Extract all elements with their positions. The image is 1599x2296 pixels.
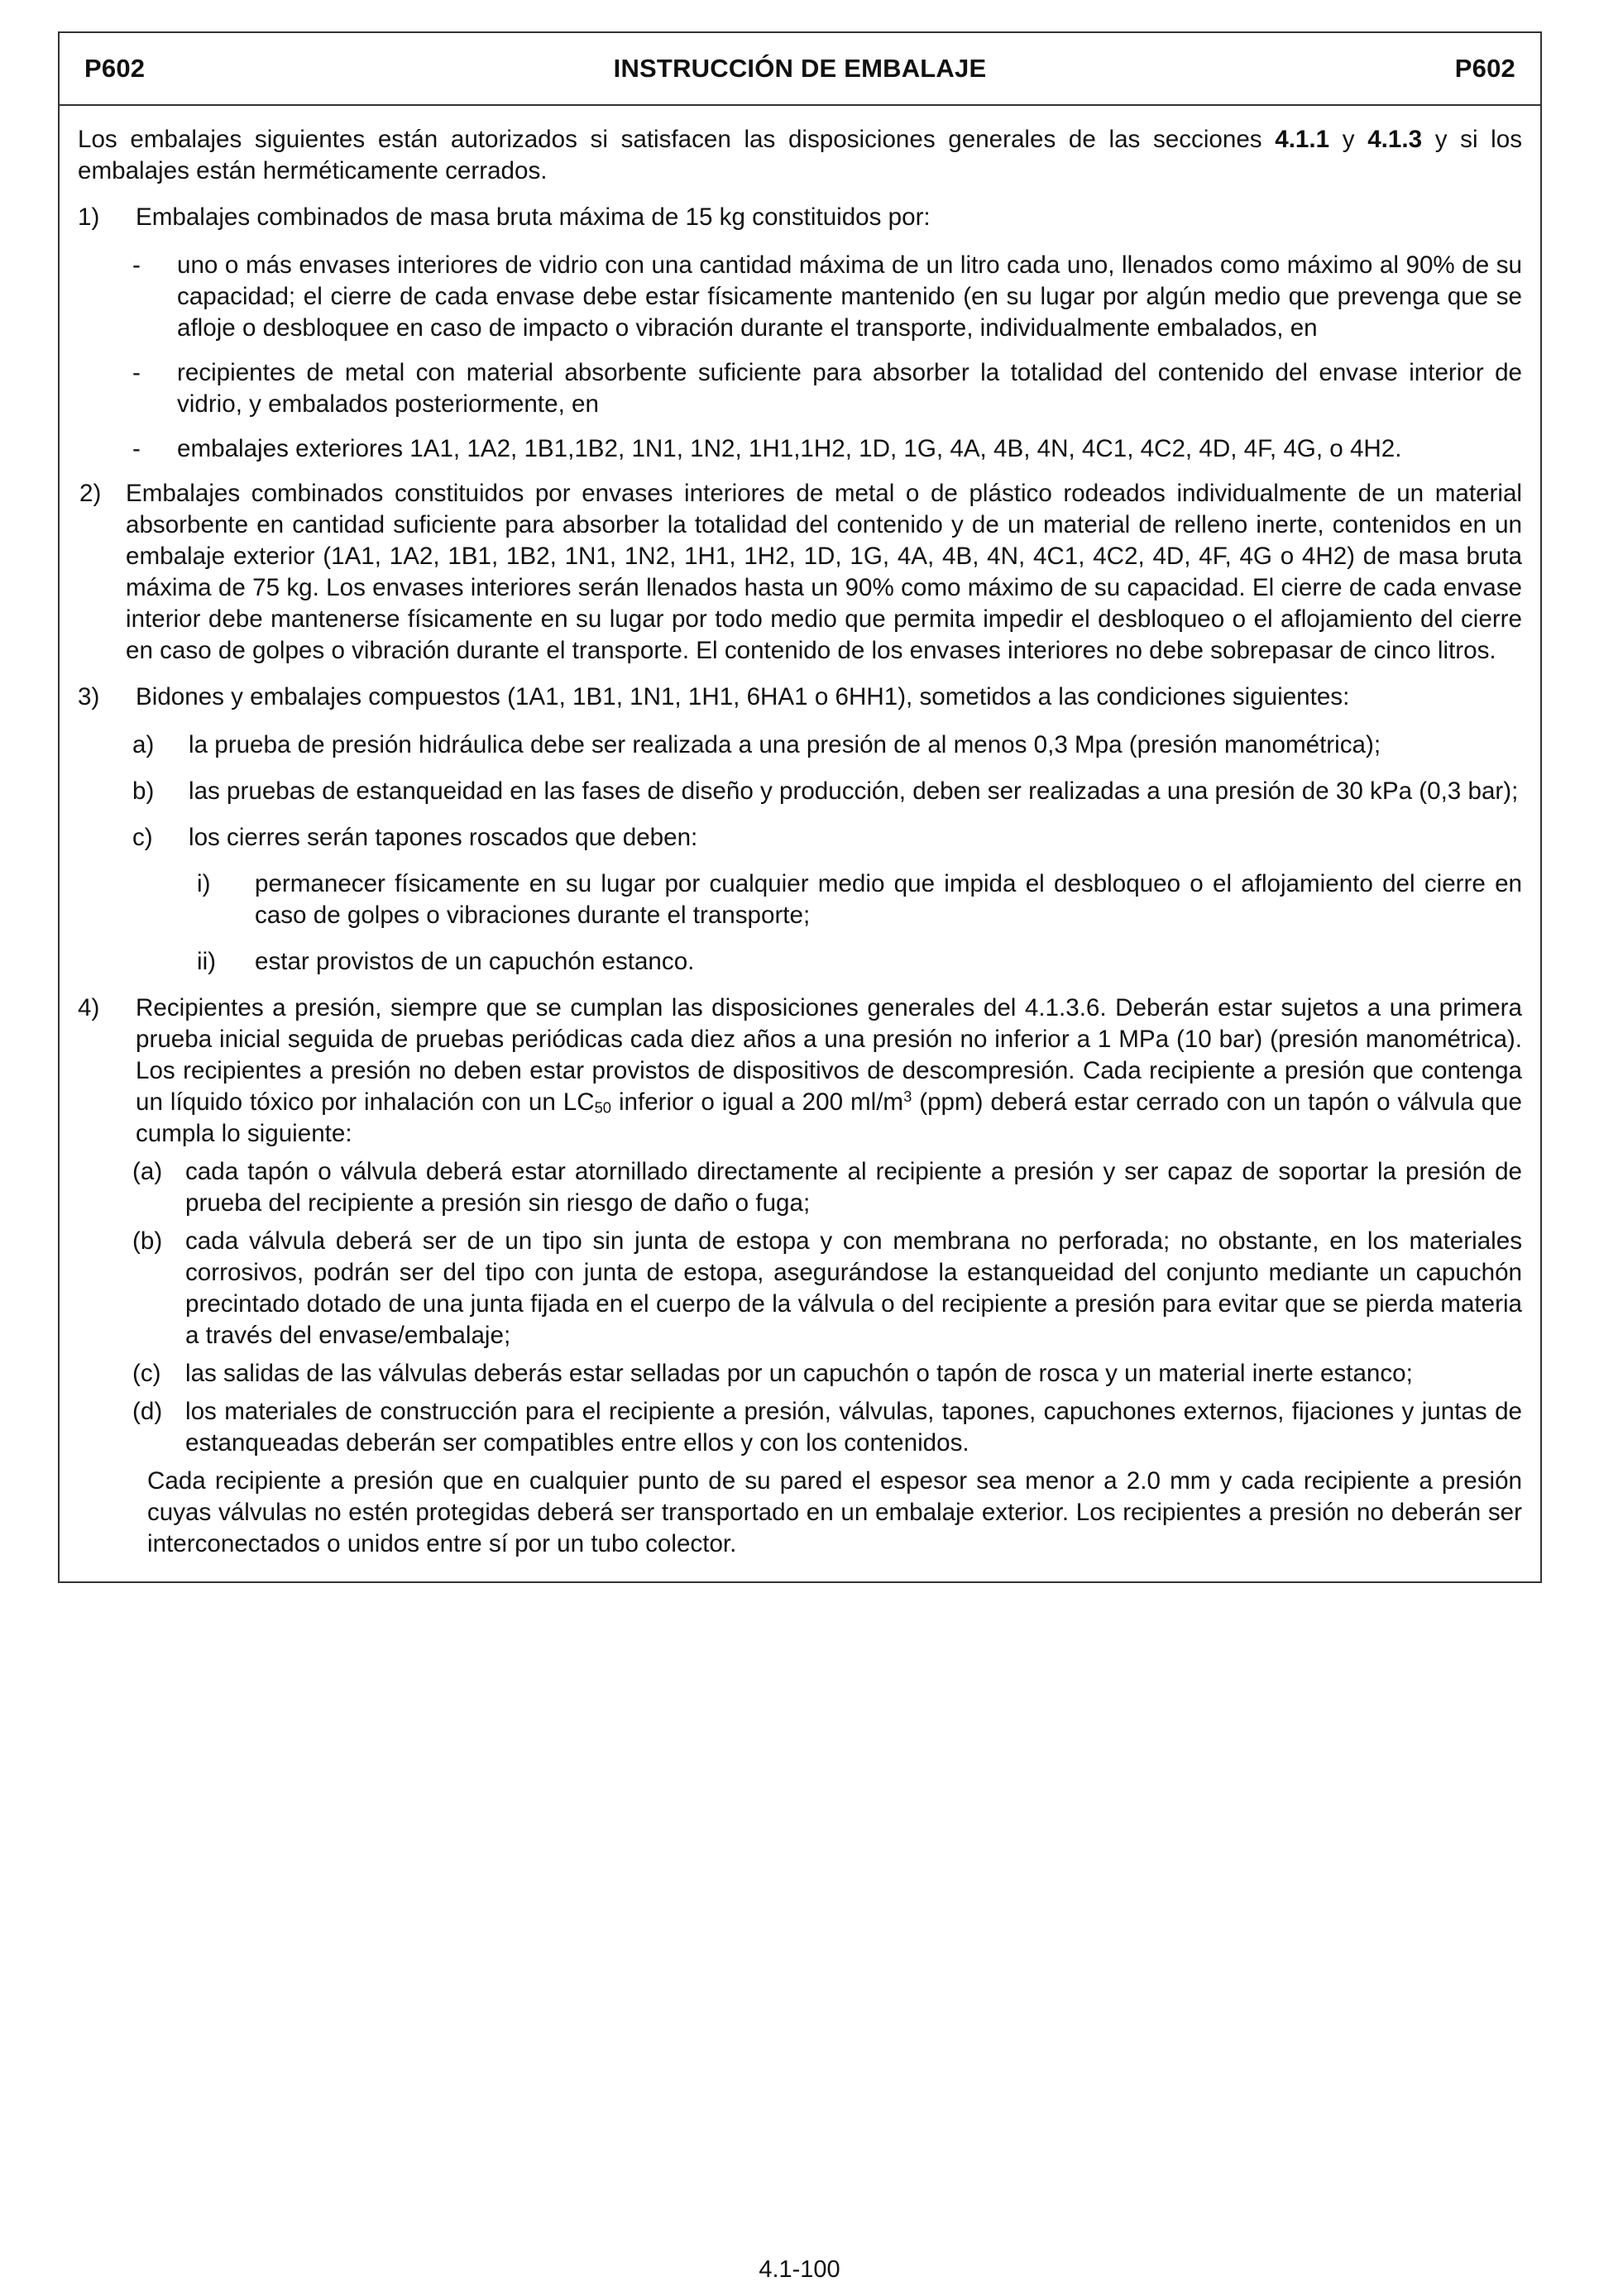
item-text: los materiales de construcción para el recipiente a presión, válvulas, tapones, capuchones externos, fijaciones y juntas de estanqueadas deberán ser compatibles entre ellos y con los contenidos. xyxy=(185,1398,1522,1457)
table-header xyxy=(60,33,1540,106)
section-1 xyxy=(78,202,1522,233)
item-mark: c) xyxy=(132,824,153,851)
condition-b xyxy=(132,776,1522,807)
section-text: Bidones y embalajes compuestos (1A1, 1B1, 1N1, 1H1, 6HA1 o 6HH1), sometidos a las condiciones siguientes: xyxy=(136,683,1350,710)
section-text: Embalajes combinados constituidos por envases interiores de metal o de plástico rodeados individualmente de un material absorbente en cantidad suficiente para absorber la totalidad del contenido y de un material de relleno inerte, contenidos en un embalaje exterior (1A1, 1A2, 1B1, 1B2, 1N1, 1N2, 1H1, 1H2, 1D, 1G, 4A, 4B, 4N, 4C1, 4C2, 4D, 4F, 4G o 4H2) de masa bruta máxima de 75 kg. Los envases interiores serán llenados hasta un 90% como máximo de su capacidad. El cierre de cada envase interior debe mantenerse físicamente en su lugar por todo medio que permita impedir el desbloqueo o el aflojamiento del cierre en caso de golpes o vibración durante el transporte. El contenido de los envases interiores no debe sobrepasar de cinco litros. xyxy=(126,480,1522,664)
item-text: las salidas de las válvulas deberás estar selladas por un capuchón o tapón de rosca y un material inerte estanco; xyxy=(185,1360,1413,1387)
page-number: 4.1-100 xyxy=(759,2256,840,2283)
condition-c xyxy=(132,822,1522,854)
item-mark: (b) xyxy=(132,1227,163,1255)
item-mark: - xyxy=(132,435,141,462)
item-mark: i) xyxy=(197,870,211,897)
cubic-superscript: 3 xyxy=(903,1087,912,1105)
packing-instruction-table xyxy=(58,31,1542,1583)
item-text: embalajes exteriores 1A1, 1A2, 1B1,1B2, 1N1, 1N2, 1H1,1H2, 1D, 1G, 4A, 4B, 4N, 4C1, 4C2, 4D, 4F, 4G, o 4H2. xyxy=(177,435,1402,462)
condition-c-i xyxy=(197,868,1522,931)
item-mark: (c) xyxy=(132,1360,161,1387)
item-text: los cierres serán tapones roscados que deben: xyxy=(189,824,698,851)
item-text: estar provistos de un capuchón estanco. xyxy=(255,948,695,975)
valve-requirement xyxy=(132,1156,1522,1219)
item-text: recipientes de metal con material absorbente suficiente para absorber la totalidad del contenido del envase interior de vidrio, y embalados posteriormente, en xyxy=(177,359,1522,418)
valve-requirement xyxy=(132,1226,1522,1351)
item-mark: - xyxy=(132,251,141,279)
closing-paragraph: Cada recipiente a presión que en cualquier punto de su pared el espesor sea menor a 2.0 mm y cada recipiente a presión cuyas válvulas no estén protegidas deberá ser transportado en un embalaje exterior. Los recipientes a presión no deberán ser interconectados o unidos entre sí por un tubo colector. xyxy=(147,1467,1522,1557)
list-item xyxy=(132,357,1522,420)
section-3 xyxy=(78,682,1522,713)
item-mark: - xyxy=(132,359,141,386)
table-title: INSTRUCCIÓN DE EMBALAJE xyxy=(613,54,987,83)
item-text: las pruebas de estanqueidad en las fases de diseño y producción, deben ser realizadas a una presión de 30 kPa (0,3 bar); xyxy=(189,777,1519,805)
section-ref-1: 4.1.1 xyxy=(1275,126,1330,153)
section-text: Embalajes combinados de masa bruta máxima de 15 kg constituidos por: xyxy=(136,203,931,231)
item-text: uno o más envases interiores de vidrio con una cantidad máxima de un litro cada uno, llenados como máximo al 90% de su capacidad; el cierre de cada envase debe estar físicamente mantenido (en su lugar por algún medio que prevenga que se afloje o desbloquee en caso de impacto o vibración durante el transporte, individualmente embalados, en xyxy=(177,251,1522,342)
item-text: la prueba de presión hidráulica debe ser realizada a una presión de al menos 0,3 Mpa (presión manométrica); xyxy=(189,731,1381,758)
section-number: 2) xyxy=(79,480,102,507)
code-right: P602 xyxy=(1454,54,1515,83)
item-text: cada tapón o válvula deberá estar atornillado directamente al recipiente a presión y ser capaz de soportar la presión de prueba del recipiente a presión sin riesgo de daño o fuga; xyxy=(185,1158,1522,1217)
item-text: cada válvula deberá ser de un tipo sin junta de estopa y con membrana no perforada; no obstante, en los materiales corrosivos, podrán ser del tipo con junta de estopa, asegurándose la estanqueidad del conjunto mediante un capuchón precintado dotado de una junta fijada en el cuerpo de la válvula o del recipiente a presión para evitar que se pierda materia a través del envase/embalaje; xyxy=(185,1227,1522,1349)
condition-c-ii xyxy=(197,946,1522,978)
section-number: 4) xyxy=(78,994,100,1021)
section-number: 1) xyxy=(78,203,100,231)
section-text: Recipientes a presión, siempre que se cumplan las disposiciones generales del 4.1.3.6. Deberán estar sujetos a una primera prueba inicial seguida de pruebas periódicas cada diez años a una presión no inferior a 1 MPa (10 bar) (presión manométrica). Los recipientes a presión no deben estar provistos de dispositivos de descompresión. Cada recipiente a presión que contenga un líquido tóxico por inhalación con un $LC_{50}$ inferior o igual a 200 $ml/m^3$ (ppm) deberá estar cerrado con un tapón o válvula que cumpla lo siguiente: xyxy=(136,994,1522,1147)
section-ref-2: 4.1.3 xyxy=(1367,126,1423,153)
item-text: permanecer físicamente en su lugar por cualquier medio que impida el desbloqueo o el aflojamiento del cierre en caso de golpes o vibraciones durante el transporte; xyxy=(255,870,1522,929)
code-left: P602 xyxy=(84,54,146,83)
table-body xyxy=(60,106,1540,1581)
valve-requirement xyxy=(132,1358,1522,1390)
valve-requirement xyxy=(132,1396,1522,1459)
item-mark: (a) xyxy=(132,1158,163,1185)
condition-a xyxy=(132,729,1522,761)
item-mark: ii) xyxy=(197,948,217,975)
list-item xyxy=(132,433,1522,465)
section-2 xyxy=(78,478,1522,667)
section-4 xyxy=(78,993,1522,1150)
item-mark: a) xyxy=(132,731,155,758)
section-number: 3) xyxy=(78,683,100,710)
lc50-subscript: 50 xyxy=(594,1098,611,1117)
item-mark: b) xyxy=(132,777,155,805)
item-mark: (d) xyxy=(132,1398,163,1425)
intro-paragraph: Los embalajes siguientes están autorizados si satisfacen las disposiciones generales de las secciones 4.1.1 y 4.1.3 y si los embalajes están herméticamente cerrados. xyxy=(78,126,1523,184)
list-item xyxy=(132,250,1522,344)
